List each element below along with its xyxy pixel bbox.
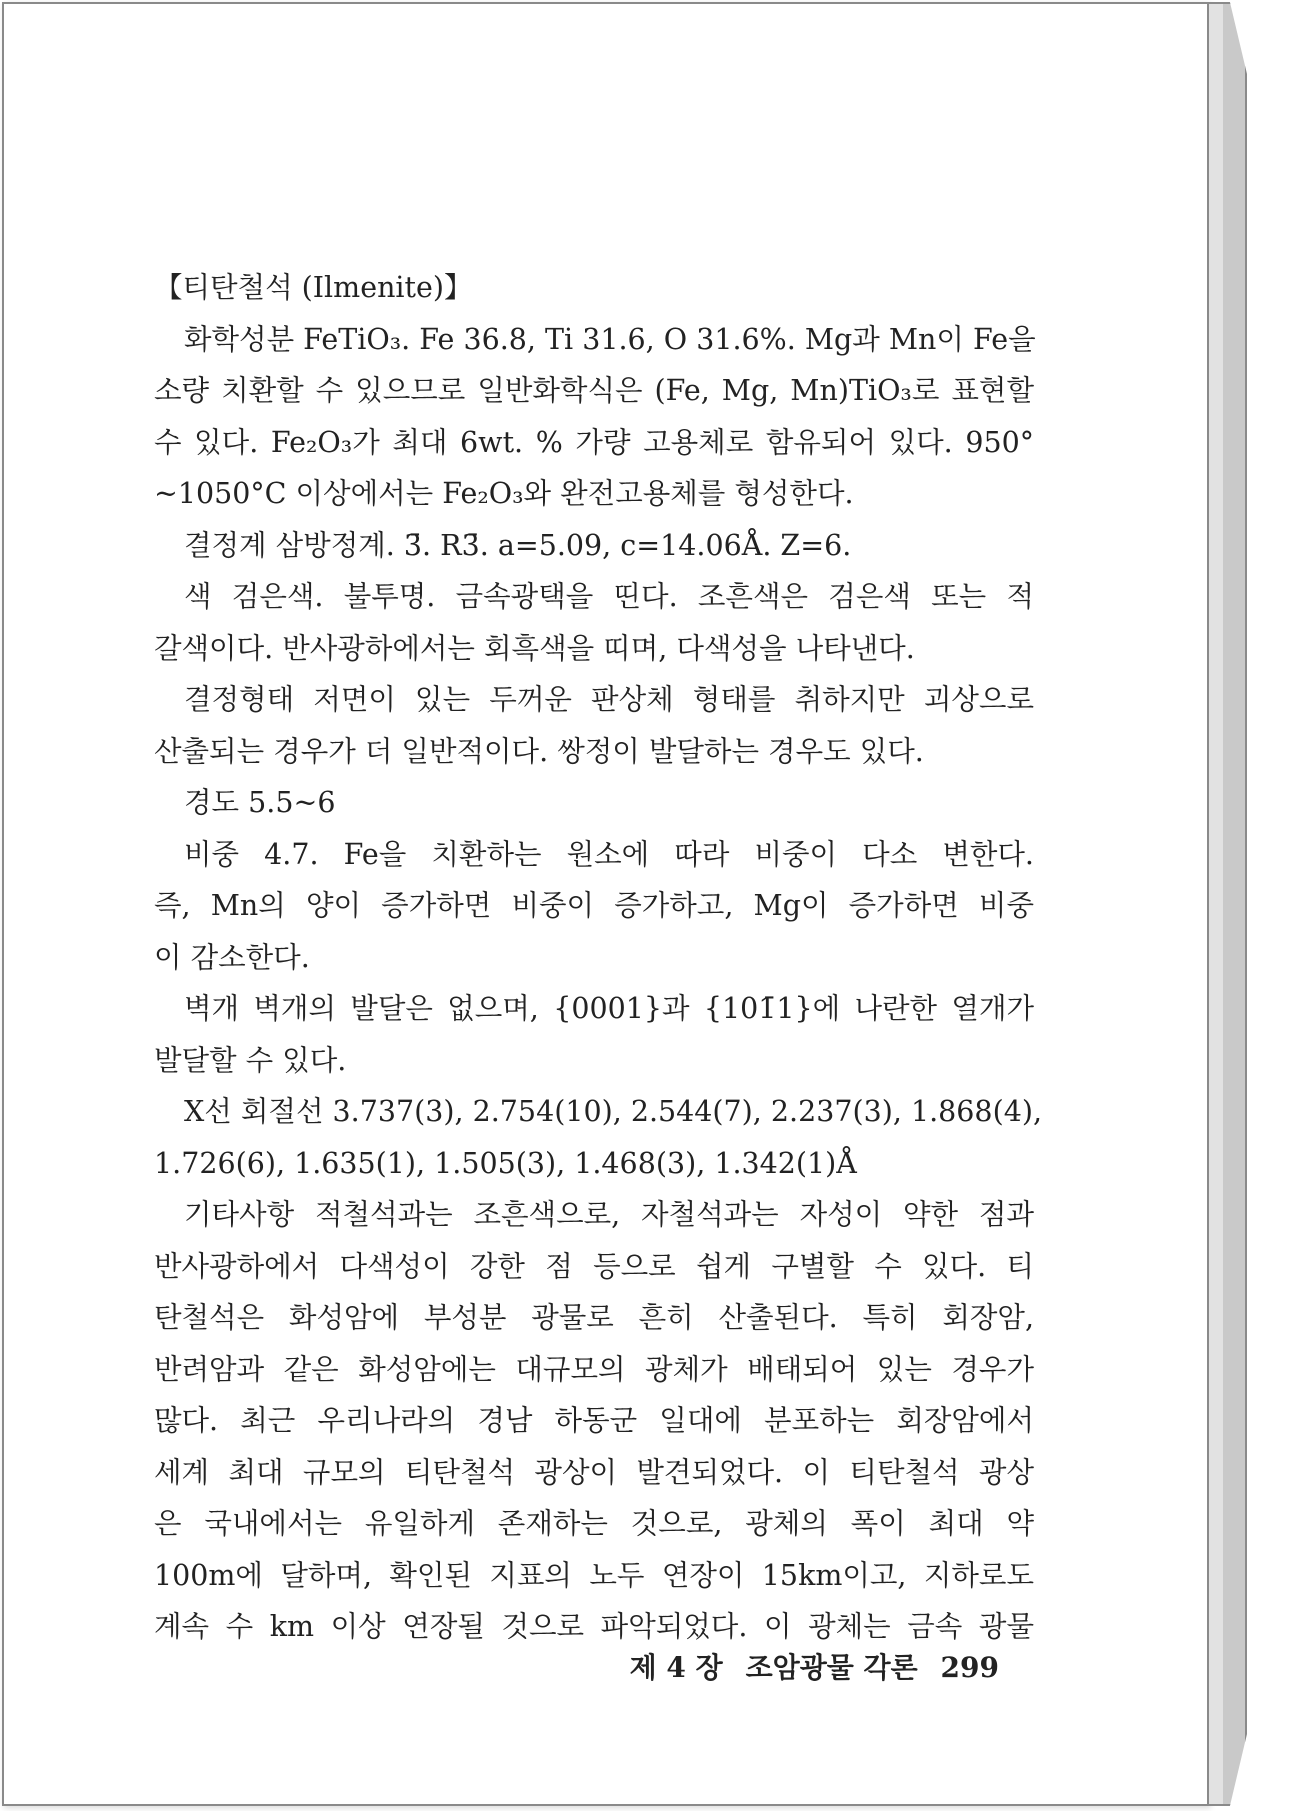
text-line: 은 국내에서는 유일하게 존재하는 것으로, 광체의 폭이 최대 약 bbox=[154, 1507, 1034, 1540]
text-line: 벽개 벽개의 발달은 없으며, {0001}과 {101̄1}에 나란한 열개가 bbox=[184, 992, 1034, 1025]
text-line: 100m에 달하며, 확인된 지표의 노두 연장이 15km이고, 지하로도 bbox=[154, 1558, 1034, 1592]
chapter-label: 제 4 장 bbox=[629, 1651, 723, 1684]
text-line: 반려암과 같은 화성암에는 대규모의 광체가 배태되어 있는 경우가 bbox=[154, 1352, 1034, 1386]
text-line: 계속 수 km 이상 연장될 것으로 파악되었다. 이 광체는 금속 광물 bbox=[154, 1610, 1034, 1643]
text-line: 결정계 삼방정계. 3̄. R3̄. a=5.09, c=14.06Å. Z=6. bbox=[184, 528, 852, 562]
text-line: 발달할 수 있다. bbox=[154, 1043, 347, 1077]
text-line: ~1050°C 이상에서는 Fe₂O₃와 완전고용체를 형성한다. bbox=[154, 477, 854, 510]
text-line: 갈색이다. 반사광하에서는 회흑색을 띠며, 다색성을 나타낸다. bbox=[154, 631, 915, 665]
text-line: 많다. 최근 우리나라의 경남 하동군 일대에 분포하는 회장암에서 bbox=[154, 1404, 1034, 1437]
text-line: 탄철석은 화성암에 부성분 광물로 흔히 산출된다. 특히 회장암, bbox=[154, 1301, 1034, 1334]
section-title: 【티탄철석 (Ilmenite)】 bbox=[154, 271, 473, 304]
text-line: 반사광하에서 다색성이 강한 점 등으로 쉽게 구별할 수 있다. 티 bbox=[154, 1249, 1034, 1283]
book-page bbox=[2, 2, 1209, 1806]
text-line: 기타사항 적철석과는 조흔색으로, 자철석과는 자성이 약한 점과 bbox=[184, 1198, 1034, 1231]
page-footer bbox=[154, 1646, 999, 1686]
text-line: 산출되는 경우가 더 일반적이다. 쌍정이 발달하는 경우도 있다. bbox=[154, 734, 924, 768]
page-body bbox=[154, 262, 1042, 1653]
text-line: 색 검은색. 불투명. 금속광택을 띤다. 조흔색은 검은색 또는 적 bbox=[184, 580, 1034, 613]
page-number: 299 bbox=[940, 1651, 999, 1684]
text-line: 경도 5.5~6 bbox=[184, 786, 336, 819]
chapter-title: 조암광물 각론 bbox=[745, 1651, 918, 1684]
text-line: X선 회절선 3.737(3), 2.754(10), 2.544(7), 2.237(3), 1.868(4), bbox=[184, 1095, 1042, 1128]
page-stack-edge bbox=[1209, 2, 1247, 1806]
text-line: 1.726(6), 1.635(1), 1.505(3), 1.468(3), 1.342(1)Å bbox=[154, 1146, 857, 1180]
text-line: 수 있다. Fe₂O₃가 최대 6wt. % 가량 고용체로 함유되어 있다. 950° bbox=[154, 425, 1034, 459]
text-line: 즉, Mn의 양이 증가하면 비중이 증가하고, Mg이 증가하면 비중 bbox=[154, 889, 1034, 922]
text-line: 비중 4.7. Fe을 치환하는 원소에 따라 비중이 다소 변한다. bbox=[184, 837, 1034, 871]
text-line: 세계 최대 규모의 티탄철석 광상이 발견되었다. 이 티탄철석 광상 bbox=[154, 1455, 1034, 1489]
text-line: 이 감소한다. bbox=[154, 940, 310, 974]
text-line: 소량 치환할 수 있으므로 일반화학식은 (Fe, Mg, Mn)TiO₃로 표현할 bbox=[154, 374, 1034, 407]
text-line: 결정형태 저면이 있는 두꺼운 판상체 형태를 취하지만 괴상으로 bbox=[184, 683, 1034, 716]
text-line: 화학성분 FeTiO₃. Fe 36.8, Ti 31.6, O 31.6%. Mg과 Mn이 Fe을 bbox=[184, 322, 1036, 356]
